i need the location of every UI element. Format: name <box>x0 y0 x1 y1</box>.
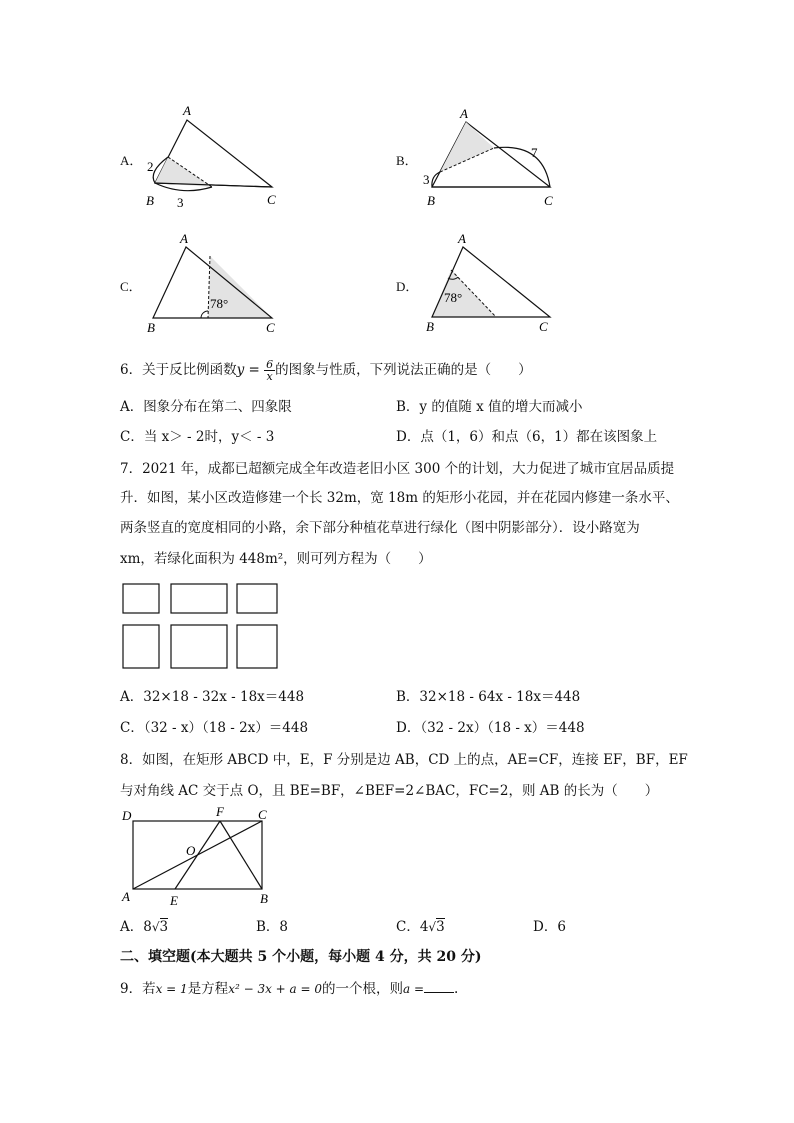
vertex-label: C <box>266 320 275 335</box>
question-6-option-b: B．y 的值随 x 值的增大而减小 <box>396 399 583 415</box>
question-6-option-c: C．当 x＞ - 2时，y＜ - 3 <box>120 429 275 445</box>
length-label: 3 <box>423 172 430 187</box>
option-d-label: D． <box>396 279 419 294</box>
question-7-option-b: B．32×18 - 64x - 18x＝448 <box>396 689 581 705</box>
question-8-option-d: D．6 <box>533 919 566 935</box>
rectangle-abcd-diagram <box>118 802 278 910</box>
answer-blank[interactable] <box>424 978 454 993</box>
figure-option-b <box>418 100 568 215</box>
question-7-option-c: C．（32 - x）（18 - 2x）＝448 <box>120 720 309 736</box>
length-label: 7 <box>531 145 538 160</box>
vertex-label: A <box>180 231 188 246</box>
option-a-label: A． <box>120 153 143 168</box>
vertex-label: E <box>170 893 178 908</box>
question-7-line-3: 两条竖直的宽度相同的小路，余下部分种植花草进行绿化（图中阴影部分）．设小路宽为 <box>120 520 640 536</box>
vertex-label: C <box>539 319 548 334</box>
figure-option-c <box>140 230 290 340</box>
question-6-option-a: A．图象分布在第二、四象限 <box>120 399 292 415</box>
vertex-label: C <box>258 807 267 822</box>
vertex-label: O <box>186 843 196 858</box>
vertex-label: A <box>183 103 191 118</box>
vertex-label: B <box>147 320 155 335</box>
vertex-label: B <box>426 319 434 334</box>
vertex-label: A <box>458 231 466 246</box>
vertex-label: C <box>267 192 276 207</box>
vertex-label: A <box>460 106 468 121</box>
length-label: 3 <box>177 195 184 210</box>
vertex-label: B <box>146 193 154 208</box>
question-8-option-b: B．8 <box>256 919 289 935</box>
vertex-label: A <box>122 889 130 904</box>
question-9: 9．若x = 1是方程x² − 3x + a = 0的一个根，则a = . <box>120 977 458 997</box>
question-7-option-a: A．32×18 - 32x - 18x＝448 <box>120 689 305 705</box>
question-8-option-c: C．4√3 <box>396 919 445 935</box>
question-8-line-2: 与对角线 AC 交于点 O，且 BE=BF，∠BEF=2∠BAC，FC=2，则 AB 的长为（ ） <box>120 783 659 799</box>
question-6-option-d: D．点（1，6）和点（6，1）都在该图象上 <box>396 429 658 445</box>
option-c-label: C． <box>120 279 142 294</box>
question-6-stem: 6．关于反比例函数y = $\frac{6}{x}$ 的图象与性质，下列说法正确的是（ ） <box>120 358 532 383</box>
figure-option-a <box>140 100 290 215</box>
question-7-option-d: D．（32 - 2x）（18 - x）＝448 <box>396 720 585 736</box>
vertex-label: C <box>544 193 553 208</box>
question-8-line-1: 8．如图，在矩形 ABCD 中，E，F 分别是边 AB，CD 上的点，AE=CF，连接 EF，BF，EF <box>120 752 688 768</box>
question-8-option-a: A．8√3 <box>120 919 169 935</box>
garden-diagram <box>120 580 290 675</box>
angle-label: 78° <box>444 290 463 305</box>
question-7-line-4: xm，若绿化面积为 448m²，则可列方程为（ ） <box>120 551 432 567</box>
option-b-label: B． <box>396 153 418 168</box>
vertex-label: B <box>260 891 268 906</box>
question-7-line-1: 7．2021 年，成都已超额完成全年改造老旧小区 300 个的计划，大力促进了城市宜居品质提 <box>120 461 675 477</box>
section-2-heading: 二、填空题(本大题共 5 个小题，每小题 4 分，共 20 分) <box>120 949 482 965</box>
figure-option-d <box>418 230 568 340</box>
length-label: 2 <box>147 159 154 174</box>
angle-label: 78° <box>210 296 229 311</box>
vertex-label: F <box>216 804 224 819</box>
vertex-label: D <box>122 808 132 823</box>
question-7-line-2: 升．如图，某小区改造修建一个长 32m，宽 18m 的矩形小花园，并在花园内修建一条水平、 <box>120 490 679 506</box>
vertex-label: B <box>427 193 435 208</box>
